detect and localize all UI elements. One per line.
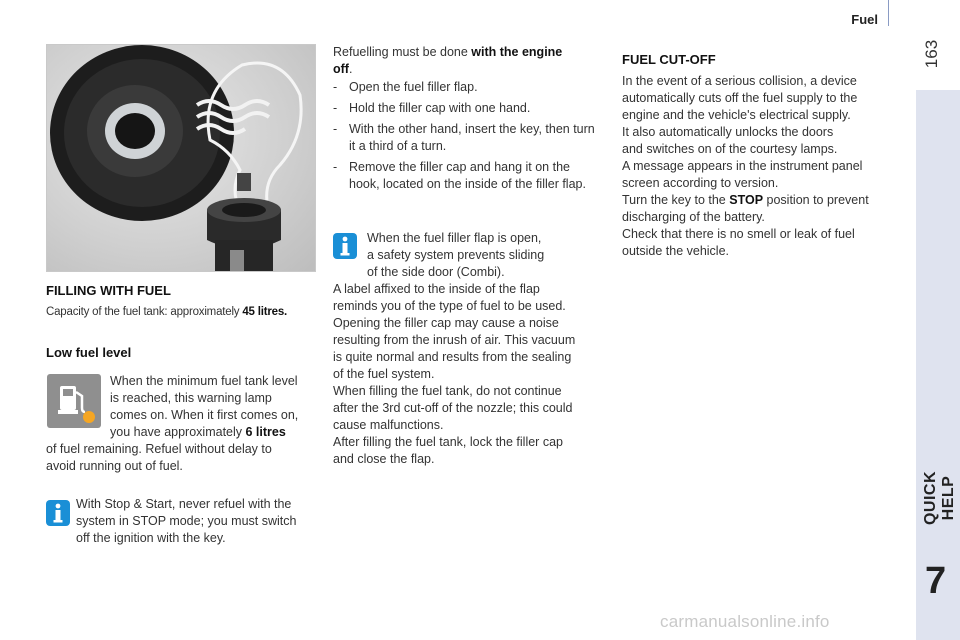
stop-text-1: Turn the key to the — [622, 193, 730, 207]
label-line-8: after the 3rd cut-off of the nozzle; this could — [333, 401, 573, 415]
watermark-text: carmanualsonline.info — [660, 612, 830, 631]
cutoff-line-7: screen according to version. — [622, 176, 779, 190]
low-fuel-heading: Low fuel level — [46, 345, 132, 360]
chapter-label: QUICK HELP — [922, 470, 957, 526]
label-line-4: resulting from the inrush of air. This vacuum — [333, 333, 576, 347]
low-fuel-line-4 — [110, 424, 286, 441]
low-fuel-line-3: comes on. When it first comes on, — [110, 408, 299, 422]
fuel-pump-warning-icon — [47, 374, 101, 428]
low-fuel-litres: 6 litres — [245, 425, 286, 439]
cutoff-line-5: and switches on of the courtesy lamps. — [622, 142, 838, 156]
header-divider — [888, 0, 889, 26]
label-line-6: of the fuel system. — [333, 367, 435, 381]
refuel-intro — [333, 44, 601, 78]
refuel-intro-bold-1: with the engine — [471, 45, 563, 59]
cutoff-tail-2: Check that there is no smell or leak of fuel — [622, 227, 855, 241]
fuel-cap-drawing — [47, 45, 316, 272]
step-dash: - — [333, 80, 338, 94]
fuel-filler-cap-illustration — [46, 44, 316, 272]
step-text: Remove the filler cap and hang it on the hook, located on the inside of the filler flap. — [349, 160, 586, 191]
step-dash: - — [333, 101, 338, 115]
step-dash: - — [333, 160, 338, 174]
label-line-9: cause malfunctions. — [333, 418, 444, 432]
stop-start-line-1: With Stop & Start, never refuel with the — [76, 497, 292, 511]
low-fuel-line-2: is reached, this warning lamp — [110, 391, 272, 405]
page-number: 163 — [922, 39, 941, 69]
fuel-cutoff-heading: FUEL CUT-OFF — [622, 52, 716, 67]
label-line-3: Opening the filler cap may cause a noise — [333, 316, 559, 330]
flap-note-line-1: When the fuel filler flap is open, — [367, 231, 542, 245]
flap-note-line-2: a safety system prevents sliding — [367, 248, 545, 262]
cutoff-line-2: automatically cuts off the fuel supply to the — [622, 91, 858, 105]
label-line-5: is quite normal and results from the sealing — [333, 350, 572, 364]
flap-note-line-3: of the side door (Combi). — [367, 265, 505, 279]
label-line-10: After filling the fuel tank, lock the filler cap — [333, 435, 563, 449]
chapter-side-strip — [916, 90, 960, 640]
low-fuel-line-4-text: you have approximately — [110, 425, 246, 439]
refuel-step — [333, 121, 601, 155]
stop-start-line-3: off the ignition with the key. — [76, 531, 226, 545]
step-dash: - — [333, 122, 338, 136]
low-fuel-line-1: When the minimum fuel tank level — [110, 374, 298, 388]
cutoff-line-3: engine and the vehicle's electrical supply. — [622, 108, 851, 122]
refuel-step — [333, 79, 601, 96]
page-header-title: Fuel — [851, 12, 878, 27]
stop-keyword: STOP — [729, 193, 764, 207]
label-line-11: and close the flap. — [333, 452, 435, 466]
cutoff-tail-3: outside the vehicle. — [622, 244, 730, 258]
refuel-step — [333, 100, 601, 117]
label-line-1: A label affixed to the inside of the flap — [333, 282, 540, 296]
refuel-step — [333, 159, 601, 193]
info-icon — [333, 233, 357, 259]
cutoff-line-1: In the event of a serious collision, a device — [622, 74, 857, 88]
capacity-label: Capacity of the fuel tank: approximately — [46, 306, 243, 318]
label-line-7: When filling the fuel tank, do not continue — [333, 384, 562, 398]
cutoff-tail-1: discharging of the battery. — [622, 210, 765, 224]
step-text: Open the fuel filler flap. — [349, 80, 478, 94]
info-icon — [46, 500, 70, 526]
cutoff-stop-line — [622, 192, 869, 209]
capacity-value: 45 litres. — [242, 306, 288, 318]
stop-text-2: position to prevent — [763, 193, 869, 207]
stop-start-line-2: system in STOP mode; you must switch — [76, 514, 297, 528]
cutoff-line-6: A message appears in the instrument panel — [622, 159, 863, 173]
step-text: With the other hand, insert the key, then turn it a third of a turn. — [349, 122, 595, 153]
filling-heading: FILLING WITH FUEL — [46, 283, 171, 298]
fuel-capacity-text — [46, 304, 287, 321]
step-text: Hold the filler cap with one hand. — [349, 101, 531, 115]
cutoff-line-4: It also automatically unlocks the doors — [622, 125, 834, 139]
chapter-number: 7 — [925, 560, 947, 602]
low-fuel-line-6: avoid running out of fuel. — [46, 459, 183, 473]
low-fuel-line-5: of fuel remaining. Refuel without delay to — [46, 442, 272, 456]
label-line-2: reminds you of the type of fuel to be used. — [333, 299, 566, 313]
refuel-intro-end: . — [348, 62, 353, 76]
refuel-intro-text: Refuelling must be done — [333, 45, 472, 59]
refuel-intro-bold-2: off — [333, 62, 349, 76]
